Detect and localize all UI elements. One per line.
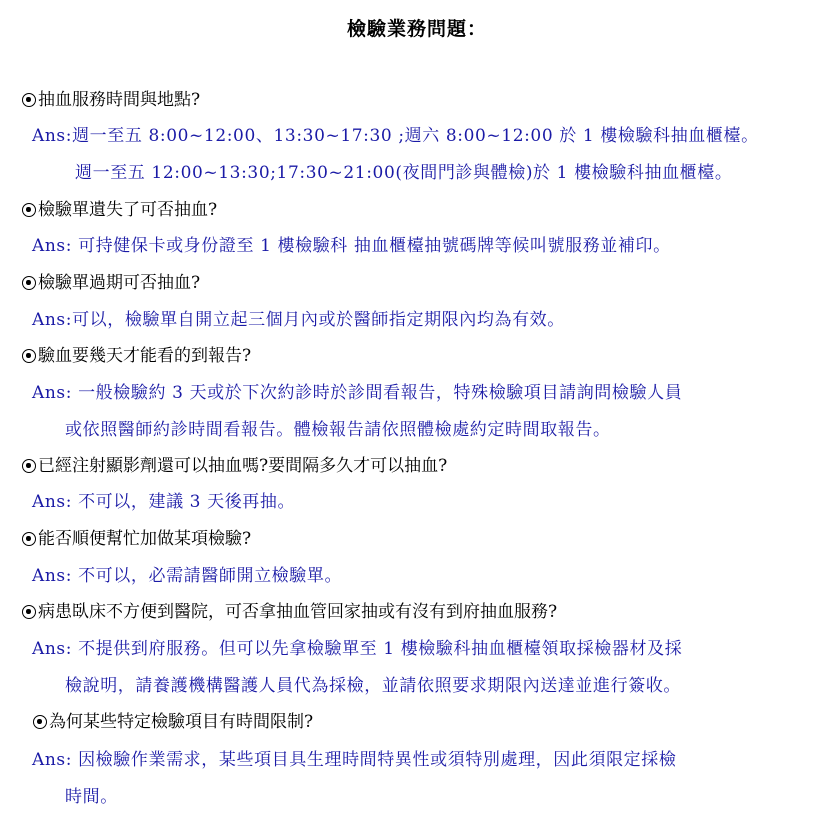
- faq-answer-7-line-1: Ans: 不提供到府服務。但可以先拿檢驗單至 1 樓檢驗科抽血櫃檯領取採檢器材及採: [32, 639, 683, 659]
- question-text: 檢驗單過期可否抽血?: [38, 273, 201, 293]
- question-text: 為何某些特定檢驗項目有時間限制?: [49, 712, 314, 732]
- faq-answer-1-line-2: 週一至五 12:00~13:30;17:30~21:00(夜間門診與體檢)於 1 樓檢驗科抽血櫃檯。: [75, 163, 733, 183]
- faq-question-8: [33, 711, 313, 733]
- faq-question-1: [22, 89, 200, 111]
- circle-bullet-icon: [22, 459, 36, 473]
- circle-bullet-icon: [22, 203, 36, 217]
- faq-question-6: [22, 528, 251, 550]
- circle-bullet-icon: [22, 93, 36, 107]
- faq-question-7: [22, 601, 557, 623]
- question-text: 抽血服務時間與地點?: [38, 90, 201, 110]
- faq-answer-7-line-2: 檢說明，請養護機構醫護人員代為採檢，並請依照要求期限內送達並進行簽收。: [65, 676, 681, 696]
- circle-bullet-icon: [22, 605, 36, 619]
- faq-question-4: [22, 345, 251, 367]
- question-text: 驗血要幾天才能看的到報告?: [38, 346, 252, 366]
- question-text: 病患臥床不方便到醫院，可否拿抽血管回家抽或有沒有到府抽血服務?: [38, 602, 558, 622]
- question-text: 檢驗單遺失了可否抽血?: [38, 200, 218, 220]
- faq-answer-6-line-1: Ans: 不可以，必需請醫師開立檢驗單。: [32, 566, 343, 586]
- circle-bullet-icon: [22, 276, 36, 290]
- faq-answer-5-line-1: Ans: 不可以，建議 3 天後再抽。: [32, 492, 296, 512]
- faq-question-2: [22, 199, 217, 221]
- faq-question-5: [22, 455, 447, 477]
- faq-answer-4-line-2: 或依照醫師約診時間看報告。體檢報告請依照體檢處約定時間取報告。: [65, 420, 611, 440]
- faq-answer-1-line-1: Ans:週一至五 8:00~12:00、13:30~17:30 ;週六 8:00~12:00 於 1 樓檢驗科抽血櫃檯。: [32, 126, 759, 146]
- circle-bullet-icon: [22, 532, 36, 546]
- faq-question-3: [22, 272, 200, 294]
- question-text: 能否順便幫忙加做某項檢驗?: [38, 529, 252, 549]
- faq-answer-8-line-1: Ans: 因檢驗作業需求，某些項目具生理時間特異性或須特別處理，因此須限定採檢: [32, 750, 677, 770]
- question-text: 已經注射顯影劑還可以抽血嗎?要間隔多久才可以抽血?: [38, 456, 448, 476]
- faq-answer-2-line-1: Ans: 可持健保卡或身份證至 1 樓檢驗科 抽血櫃檯抽號碼牌等候叫號服務並補印。: [32, 236, 671, 256]
- faq-answer-8-line-2: 時間。: [65, 787, 118, 807]
- circle-bullet-icon: [33, 715, 47, 729]
- circle-bullet-icon: [22, 349, 36, 363]
- page-title: 檢驗業務問題：: [346, 18, 487, 40]
- faq-answer-3-line-1: Ans:可以，檢驗單自開立起三個月內或於醫師指定期限內均為有效。: [32, 310, 565, 330]
- faq-answer-4-line-1: Ans: 一般檢驗約 3 天或於下次約診時於診間看報告，特殊檢驗項目請詢問檢驗人員: [32, 383, 683, 403]
